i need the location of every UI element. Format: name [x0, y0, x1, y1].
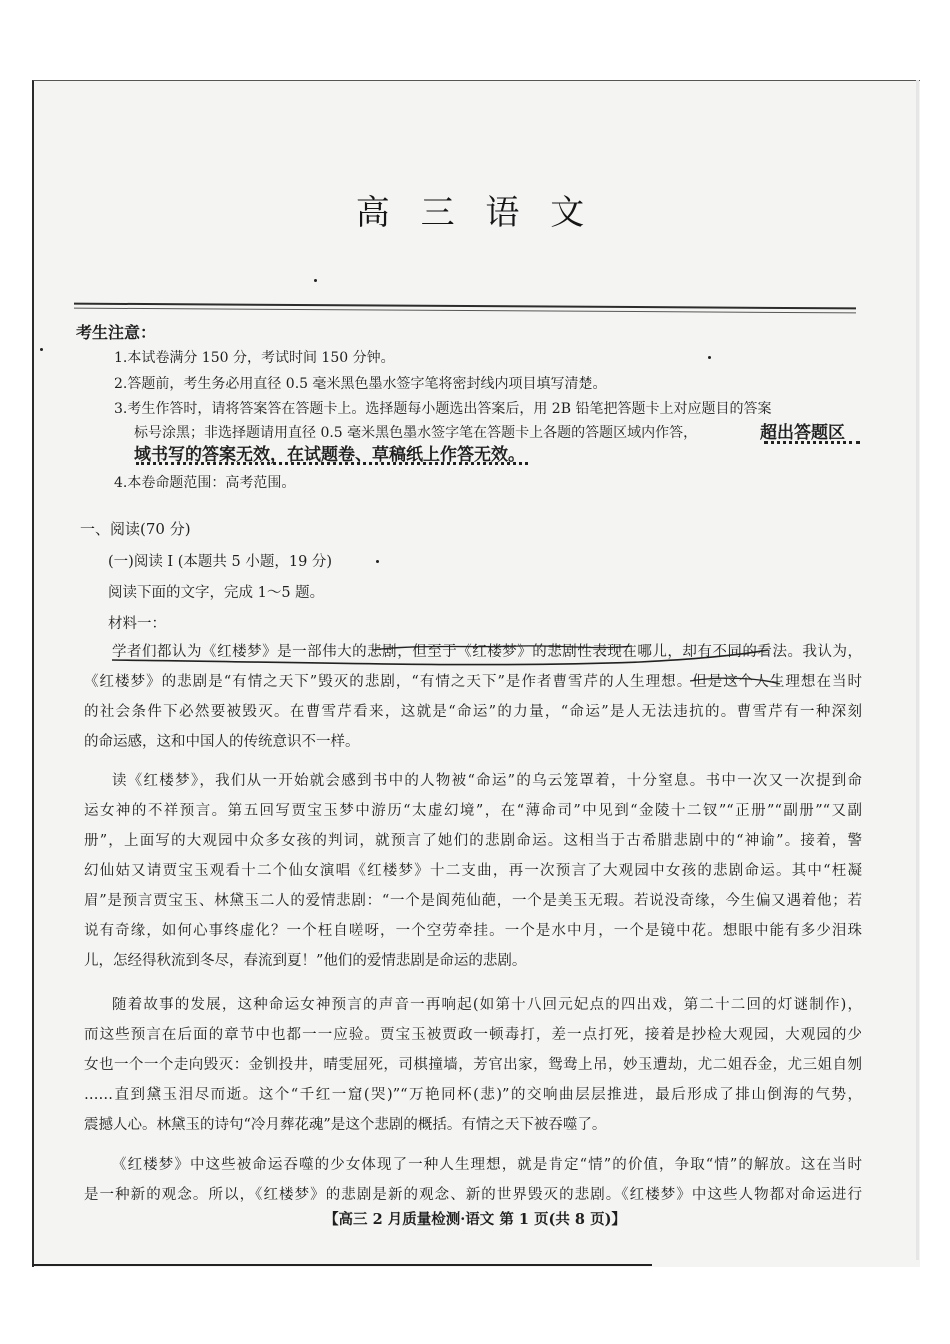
- exam-title: 高 三 语 文: [355, 193, 595, 233]
- text-line: 儿，怎经得秋流到冬尽，春流到夏！”他们的爱情悲剧是命运的悲剧。: [84, 953, 527, 969]
- text-line: 眉”是预言贾宝玉、林黛玉二人的爱情悲剧：“一个是阆苑仙葩，一个是美玉无瑕。若说没奇缘，今生偏又遇着他；若: [84, 893, 862, 909]
- text-line: 运女神的不祥预言。第五回写贾宝玉梦中游历“太虚幻境”，在“薄命司”中见到“金陵十二钗”“正册”“副册”“又副: [84, 803, 862, 819]
- text-line: 的命运感，这和中国人的传统意识不一样。: [84, 734, 360, 750]
- text-line: 《红楼梦》中这些被命运吞噬的少女体现了一种人生理想，就是肯定“情”的价值，争取“情”的解放。这在当时: [112, 1157, 862, 1173]
- stray-dot: [708, 356, 711, 359]
- notice-emphasis: 超出答题区: [760, 423, 845, 443]
- notice-item: 2.答题前，考生务必用直径 0.5 毫米黑色墨水签字笔将密封线内项目填写清楚。: [114, 376, 607, 392]
- material-label: 材料一：: [108, 616, 166, 632]
- paragraph-4: [84, 1150, 862, 1210]
- text-line: 说有奇缘，如何心事终虚化？一个枉自嗟呀，一个空劳牵挂。一个是水中月，一个是镜中花。想眼中能有多少泪珠: [84, 923, 862, 939]
- text-line: 而这些预言在后面的章节中也都一一应验。贾宝玉被贾政一顿毒打，差一点打死，接着是抄检大观园，大观园的少: [84, 1027, 862, 1043]
- stray-dot: [40, 348, 43, 351]
- sheet-bottom-border: [32, 1264, 652, 1266]
- emphasis-dots: [764, 441, 860, 447]
- text-line: 册”，上面写的大观园中众多女孩的判词，就预言了她们的悲剧命运。这相当于古希腊悲剧中的“神谕”。接着，警: [84, 833, 862, 849]
- section-heading: 一、阅读(70 分): [80, 520, 191, 538]
- notice-emphasis: 域书写的答案无效，在试题卷、草稿纸上作答无效。: [134, 445, 525, 465]
- sub-section-heading: (一)阅读 I (本题共 5 小题，19 分): [108, 554, 333, 570]
- text-line: 《红楼梦》的悲剧是“有情之天下”毁灭的悲剧，“有情之天下”是作者曹雪芹的人生理想。但是这个人生理想在当时: [84, 674, 862, 690]
- paragraph-2: [84, 766, 862, 976]
- notice-item: 3.考生作答时，请将答案答在答题卡上。选择题每小题选出答案后，用 2B 铅笔把答题卡上对应题目的答案: [114, 401, 772, 417]
- text-line: 女也一个一个走向毁灭：金钏投井，晴雯屈死，司棋撞墙，芳官出家，鸳鸯上吊，妙玉遭劫，尤二姐吞金，尤三姐自刎: [84, 1057, 862, 1073]
- notice-item: 4.本卷命题范围：高考范围。: [114, 475, 296, 491]
- text-line: 幻仙姑又请贾宝玉观看十二个仙女演唱《红楼梦》十二支曲，再一次预言了大观园中女孩的悲剧命运。其中“枉凝: [84, 863, 862, 879]
- sheet-edge: [916, 80, 919, 1260]
- notice-item: 标号涂黑；非选择题请用直径 0.5 毫米黑色墨水签字笔在答题卡上各题的答题区域内作答，: [134, 425, 698, 441]
- text-line: 读《红楼梦》，我们从一开始就会感到书中的人物被“命运”的乌云笼罩着，十分窒息。书中一次又一次提到命: [112, 773, 862, 789]
- paragraph-1: [84, 637, 862, 757]
- stray-dot: [376, 560, 379, 563]
- instruction: 阅读下面的文字，完成 1～5 题。: [108, 585, 325, 601]
- text-line: 震撼人心。林黛玉的诗句“冷月葬花魂”是这个悲剧的概括。有情之天下被吞噬了。: [84, 1117, 607, 1133]
- notice-item: 1.本试卷满分 150 分，考试时间 150 分钟。: [114, 350, 395, 366]
- text-line: 是一种新的观念。所以，《红楼梦》的悲剧是新的观念、新的世界毁灭的悲剧。《红楼梦》中这些人物都对命运进行: [84, 1187, 862, 1203]
- text-line: ……直到黛玉泪尽而逝。这个“千红一窟(哭)”“万艳同杯(悲)”的交响曲层层推进，最后形成了排山倒海的气势，: [84, 1087, 862, 1103]
- text-line: 的社会条件下必然要被毁灭。在曹雪芹看来，这就是“命运”的力量，“命运”是人无法违抗的。曹雪芹有一种深刻: [84, 704, 862, 720]
- notice-heading: 考生注意：: [76, 323, 157, 342]
- stray-dot: [314, 279, 317, 282]
- text-line: 随着故事的发展，这种命运女神预言的声音一再响起(如第十八回元妃点的四出戏，第二十二回的灯谜制作)，: [112, 997, 862, 1013]
- paragraph-3: [84, 990, 862, 1140]
- page-footer: 【高三 2 月质量检测·语文 第 1 页(共 8 页)】: [324, 1211, 626, 1228]
- emphasis-dots: [136, 462, 528, 468]
- text-line: 学者们都认为《红楼梦》是一部伟大的悲剧，但至于《红楼梦》的悲剧性表现在哪儿，却有不同的看法。我认为，: [112, 644, 862, 660]
